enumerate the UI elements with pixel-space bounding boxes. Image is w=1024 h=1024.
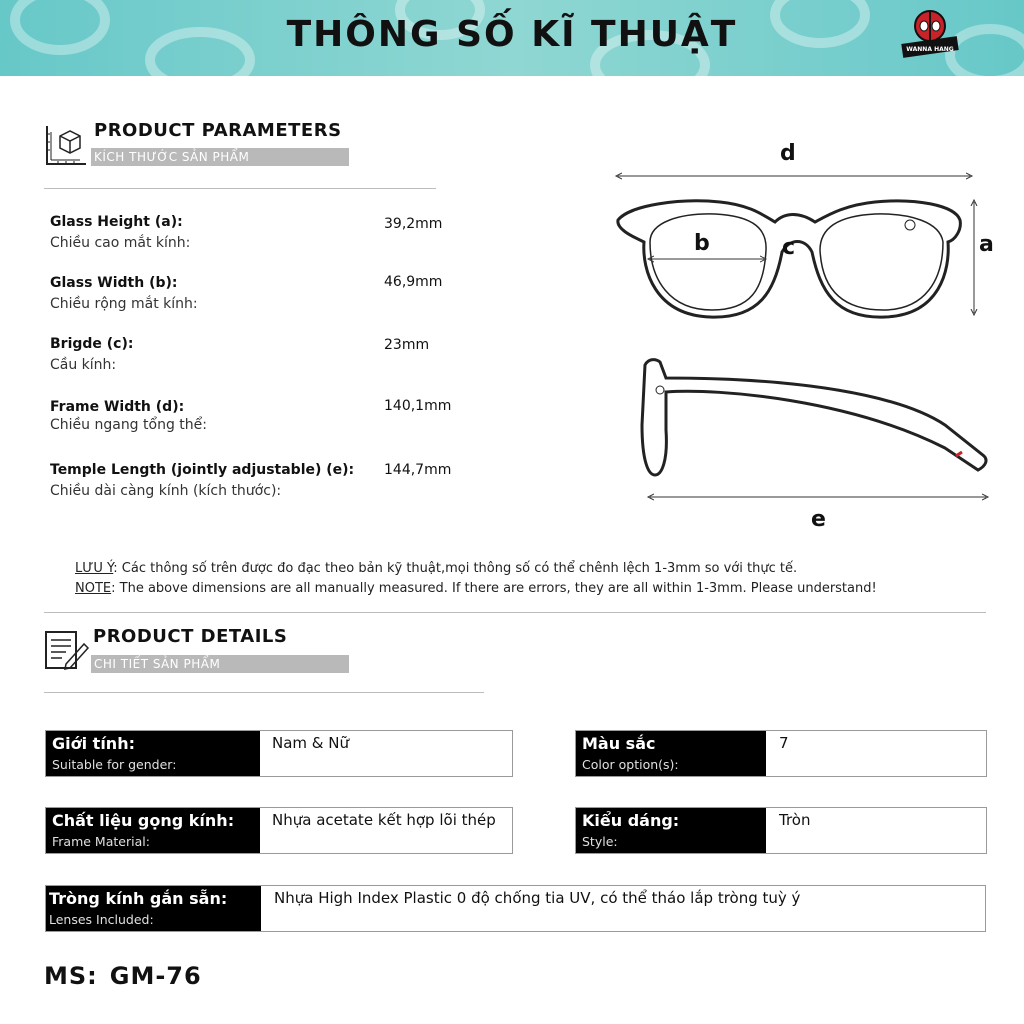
detail-sub: Lenses Included:: [49, 912, 154, 927]
detail-sub: Style:: [582, 834, 618, 849]
detail-sub: Suitable for gender:: [52, 757, 177, 772]
param-label: Glass Height (a):: [50, 214, 183, 230]
detail-value: 7: [779, 734, 789, 752]
detail-color: [575, 730, 987, 777]
detail-value: Tròn: [779, 811, 811, 829]
parameters-heading: PRODUCT PARAMETERS: [94, 120, 342, 141]
param-label: Frame Width (d):: [50, 399, 185, 415]
detail-label: Tròng kính gắn sẵn:: [49, 889, 228, 908]
note-en: [75, 581, 877, 596]
detail-label: Chất liệu gọng kính:: [52, 811, 235, 830]
header-banner: [0, 0, 1024, 76]
detail-lenses: [45, 885, 986, 932]
detail-sub: Frame Material:: [52, 834, 150, 849]
divider: [44, 612, 986, 613]
param-label: Brigde (c):: [50, 336, 134, 352]
dim-label-d: d: [780, 141, 796, 166]
detail-label-cell: [46, 731, 260, 776]
param-label: Temple Length (jointly adjustable) (e):: [50, 462, 355, 478]
dim-label-e: e: [811, 507, 826, 532]
detail-label-cell: [46, 808, 260, 853]
dim-label-b: b: [694, 231, 710, 256]
note-en-text: : The above dimensions are all manually measured. If there are errors, they are all within 1-3mm. Please understand!: [111, 581, 877, 596]
param-sub: Chiều cao mắt kính:: [50, 235, 191, 251]
note-vi-text: : Các thông số trên được đo đạc theo bản kỹ thuật,mọi thông số có thể chênh lệch 1-3mm so với thực tế.: [113, 561, 798, 576]
detail-label: Giới tính:: [52, 734, 135, 753]
detail-label-cell: [46, 886, 261, 931]
divider: [44, 188, 436, 189]
param-sub: Cầu kính:: [50, 357, 117, 373]
details-heading: PRODUCT DETAILS: [93, 626, 288, 647]
detail-sub: Color option(s):: [582, 757, 679, 772]
param-value: 144,7mm: [384, 462, 452, 478]
detail-gender: [45, 730, 513, 777]
glasses-dimension-diagram: [600, 130, 1020, 540]
product-code-label: MS:: [44, 962, 98, 990]
page-title: THÔNG SỐ KĨ THUẬT: [286, 14, 738, 55]
param-value: 39,2mm: [384, 216, 443, 232]
product-code: [44, 962, 214, 990]
measure-box-icon: [44, 124, 90, 168]
divider: [44, 692, 484, 693]
detail-material: [45, 807, 513, 854]
glasses-side-view: [642, 360, 986, 475]
param-sub: Chiều dài càng kính (kích thước):: [50, 483, 282, 499]
note-vi-key: LƯU Ý: [75, 561, 114, 576]
detail-value: Nhựa acetate kết hợp lõi thép: [272, 811, 496, 829]
note-en-key: NOTE: [75, 581, 112, 596]
detail-label: Kiểu dáng:: [582, 811, 680, 830]
param-value: 140,1mm: [384, 398, 452, 414]
dim-label-a: a: [979, 232, 994, 257]
note-vi: [75, 561, 797, 576]
dim-label-c: c: [782, 235, 796, 260]
detail-value: Nhựa High Index Plastic 0 độ chống tia UV, có thể tháo lắp tròng tuỳ ý: [274, 889, 801, 907]
param-sub: Chiều rộng mắt kính:: [50, 296, 198, 312]
parameters-subheading: KÍCH THƯỚC SẢN PHẨM: [91, 148, 349, 166]
detail-label-cell: [576, 808, 766, 853]
param-label: Glass Width (b):: [50, 275, 178, 291]
brand-logo: [900, 6, 960, 70]
notepad-pen-icon: [44, 630, 90, 672]
param-sub: Chiều ngang tổng thể:: [50, 417, 207, 433]
logo-text: WANNA HANG: [906, 46, 954, 53]
param-value: 23mm: [384, 337, 430, 353]
detail-label: Màu sắc: [582, 734, 656, 753]
param-value: 46,9mm: [384, 274, 443, 290]
detail-label-cell: [576, 731, 766, 776]
details-subheading: CHI TIẾT SẢN PHẨM: [91, 655, 349, 673]
detail-value: Nam & Nữ: [272, 734, 349, 752]
product-code-value: GM-76: [109, 962, 202, 990]
detail-style: [575, 807, 987, 854]
